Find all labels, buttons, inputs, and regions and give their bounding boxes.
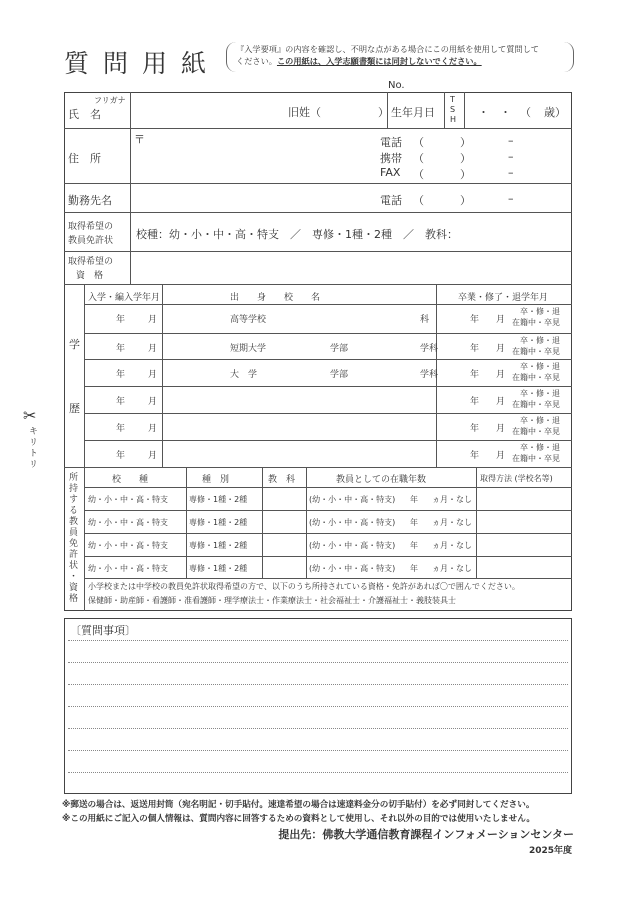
era-t[interactable]: T [450, 95, 455, 104]
teaching-years-school[interactable]: (幼・小・中・高・特支) [309, 518, 396, 527]
edu-grad-year: 年 [470, 344, 480, 354]
edu-entry-month: 月 [148, 370, 158, 380]
col-teaching-years: 教員としての在職年数 [336, 475, 427, 485]
edu-entry-month: 月 [148, 397, 158, 407]
edu-entry-year: 年 [116, 424, 126, 434]
license-wish-label-2: 教員免許状 [68, 236, 114, 246]
edu-entry-month: 月 [148, 424, 158, 434]
teaching-years-year: 年 [410, 495, 418, 504]
furigana-label: フリガナ [94, 96, 126, 105]
fax-dash: – [508, 166, 514, 179]
edu-grad-month: 月 [496, 370, 506, 380]
col-acquisition-method: 取得方法 (学校名等) [480, 474, 553, 483]
header-note-warning: この用紙は、入学志願書類には同封しないでください。 [276, 56, 482, 66]
edu-entry-year: 年 [116, 397, 126, 407]
teaching-years-year: 年 [410, 564, 418, 573]
former-name-label: 旧姓（ [288, 106, 321, 119]
birthdate-separators[interactable]: ・ ・ [478, 106, 511, 119]
employer-phone-dash: – [508, 192, 514, 205]
age-close: 歳） [544, 106, 566, 119]
cut-line-label: キリトリ [27, 426, 37, 470]
employer-label: 勤務先名 [68, 194, 112, 207]
phone-dash: – [508, 134, 514, 147]
edu-entry-month: 月 [148, 344, 158, 354]
col-license-class: 種 別 [202, 475, 230, 485]
footer-note-1: ※郵送の場合は、返送用封筒（宛名明記・切手貼付。速達希望の場合は速達料金分の切手貼付）を必ず同封してください。 [62, 800, 535, 810]
edu-status-1: 卒・修・退 [520, 362, 560, 371]
name-input[interactable] [132, 94, 282, 126]
license-school-type[interactable]: 幼・小・中・高・特支 [88, 518, 168, 527]
edu-grad-year: 年 [470, 424, 480, 434]
edu-school-name: 短期大学 [230, 344, 267, 354]
licenses-note-2[interactable]: 保健師・助産師・看護師・准看護師・理学療法士・作業療法士・社会福祉士・介護福祉士・義肢装具士 [88, 596, 456, 605]
teaching-years-school[interactable]: (幼・小・中・高・特支) [309, 564, 396, 573]
edu-status-1: 卒・修・退 [520, 443, 560, 452]
edu-entry-year: 年 [116, 370, 126, 380]
mobile-open: （ [413, 152, 424, 165]
licenses-side-label: 所持する教員免許状・資格 [67, 472, 77, 604]
license-school-type[interactable]: 幼・小・中・高・特支 [88, 495, 168, 504]
edu-school-dept: 学部 [330, 344, 349, 354]
edu-school-input[interactable] [164, 361, 434, 383]
teaching-years-month[interactable]: ヵ月・なし [432, 518, 472, 527]
acquisition-method-input[interactable] [478, 512, 570, 531]
acquisition-method-input[interactable] [478, 535, 570, 554]
edu-school-input[interactable] [164, 442, 434, 464]
edu-grad-month: 月 [496, 315, 506, 325]
teaching-years-year: 年 [410, 541, 418, 550]
edu-entry-month: 月 [148, 315, 158, 325]
teaching-years-school[interactable]: (幼・小・中・高・特支) [309, 541, 396, 550]
edu-grad-month: 月 [496, 397, 506, 407]
postal-mark: 〒 [134, 133, 145, 146]
teaching-years-month[interactable]: ヵ月・なし [432, 495, 472, 504]
acquisition-method-input[interactable] [478, 558, 570, 577]
edu-status-1: 卒・修・退 [520, 389, 560, 398]
edu-status-2: 在籍中・卒見 [512, 347, 560, 356]
footer-note-2: ※この用紙にご記入の個人情報は、質問内容に回答するための資料として使用し、それ以外の目的では使用いたしません。 [62, 814, 535, 824]
edu-school-dept: 学部 [330, 370, 349, 380]
edu-grad-year: 年 [470, 370, 480, 380]
education-side-label-2: 歴 [69, 402, 80, 415]
edu-grad-month: 月 [496, 451, 506, 461]
name-label: 氏 名 [68, 108, 101, 121]
form-title: 質問用紙 [64, 49, 221, 78]
mobile-label: 携帯 [380, 152, 402, 165]
edu-school-subject: 科 [420, 315, 430, 325]
edu-status-2: 在籍中・卒見 [512, 454, 560, 463]
header-note-line2 [236, 56, 482, 67]
edu-status-1: 卒・修・退 [520, 307, 560, 316]
col-grad-date: 卒業・修了・退学年月 [458, 293, 549, 303]
teaching-years-year: 年 [410, 518, 418, 527]
edu-status-2: 在籍中・卒見 [512, 318, 560, 327]
edu-school-input[interactable] [164, 306, 434, 328]
fax-close: ） [460, 168, 471, 181]
submit-destination: 提出先：佛教大学通信教育課程インフォメーションセンター [278, 828, 574, 841]
license-wish-label-1: 取得希望の [68, 222, 114, 232]
edu-grad-month: 月 [496, 344, 506, 354]
qual-wish-label-1: 取得希望の [68, 257, 114, 267]
era-s[interactable]: S [450, 105, 456, 114]
phone-open: （ [413, 136, 424, 149]
edu-status-2: 在籍中・卒見 [512, 373, 560, 382]
edu-school-subject: 学科 [420, 370, 439, 380]
license-wish-content[interactable]: 校種：幼・小・中・高・特支 ／ 専修・1種・2種 ／ 教科： [136, 228, 458, 241]
edu-school-name: 高等学校 [230, 315, 267, 325]
col-entry-date: 入学・編入学年月 [88, 293, 161, 303]
edu-entry-year: 年 [116, 315, 126, 325]
col-school-type: 校 種 [112, 475, 149, 485]
col-license-subject: 教 科 [268, 475, 296, 485]
address-input[interactable] [146, 131, 346, 181]
header-note-line1: 『入学要項』の内容を確認し、不明な点がある場合にこの用紙を使用して質問して [236, 44, 539, 54]
birthdate-label: 生年月日 [391, 106, 435, 119]
teaching-years-month[interactable]: ヵ月・なし [432, 541, 472, 550]
edu-grad-year: 年 [470, 397, 480, 407]
edu-school-input[interactable] [164, 335, 434, 357]
edu-school-name: 大 学 [230, 370, 258, 380]
phone-label: 電話 [380, 136, 402, 149]
license-school-type[interactable]: 幼・小・中・高・特支 [88, 541, 168, 550]
employer-phone-close: ） [460, 194, 471, 207]
col-school-name: 出 身 校 名 [230, 293, 321, 303]
era-h[interactable]: H [450, 115, 457, 124]
license-class[interactable]: 専修・1種・2種 [189, 518, 248, 527]
edu-entry-month: 月 [148, 451, 158, 461]
edu-status-1: 卒・修・退 [520, 336, 560, 345]
edu-school-input[interactable] [164, 388, 434, 410]
edu-entry-year: 年 [116, 451, 126, 461]
employer-phone-open: （ [413, 194, 424, 207]
scissors-icon: ✂ [23, 406, 37, 425]
fax-label: FAX [380, 166, 401, 179]
license-class[interactable]: 専修・1種・2種 [189, 495, 248, 504]
license-class[interactable]: 専修・1種・2種 [189, 541, 248, 550]
teaching-years-school[interactable]: (幼・小・中・高・特支) [309, 495, 396, 504]
edu-status-2: 在籍中・卒見 [512, 427, 560, 436]
edu-status-1: 卒・修・退 [520, 416, 560, 425]
number-label: No. [388, 80, 405, 91]
license-school-type[interactable]: 幼・小・中・高・特支 [88, 564, 168, 573]
edu-grad-year: 年 [470, 315, 480, 325]
edu-entry-year: 年 [116, 344, 126, 354]
employer-phone-label: 電話 [380, 194, 402, 207]
former-name-close: ） [378, 106, 389, 119]
fiscal-year: 2025年度 [528, 846, 572, 856]
edu-grad-year: 年 [470, 451, 480, 461]
edu-status-2: 在籍中・卒見 [512, 400, 560, 409]
employer-input[interactable] [132, 186, 362, 210]
age-open: （ [520, 106, 531, 119]
mobile-dash: – [508, 150, 514, 163]
former-name-input[interactable] [326, 98, 376, 122]
edu-grad-month: 月 [496, 424, 506, 434]
qual-wish-input[interactable] [132, 254, 568, 282]
question-title: 〔質問事項〕 [70, 624, 136, 637]
education-side-label-1: 学 [69, 338, 80, 351]
edu-school-subject: 学科 [420, 344, 439, 354]
acquisition-method-input[interactable] [478, 489, 570, 508]
teaching-years-month[interactable]: ヵ月・なし [432, 564, 472, 573]
header-note-please: ください。 [236, 56, 277, 66]
address-label: 住 所 [68, 152, 101, 165]
fax-open: （ [413, 168, 424, 181]
license-class[interactable]: 専修・1種・2種 [189, 564, 248, 573]
licenses-note-1: 小学校または中学校の教員免許状取得希望の方で、以下のうち所持されている資格・免許があれば〇で囲んでください。 [88, 582, 520, 591]
phone-close: ） [460, 136, 471, 149]
edu-school-input[interactable] [164, 415, 434, 437]
qual-wish-label-2: 資 格 [76, 271, 104, 281]
mobile-close: ） [460, 152, 471, 165]
